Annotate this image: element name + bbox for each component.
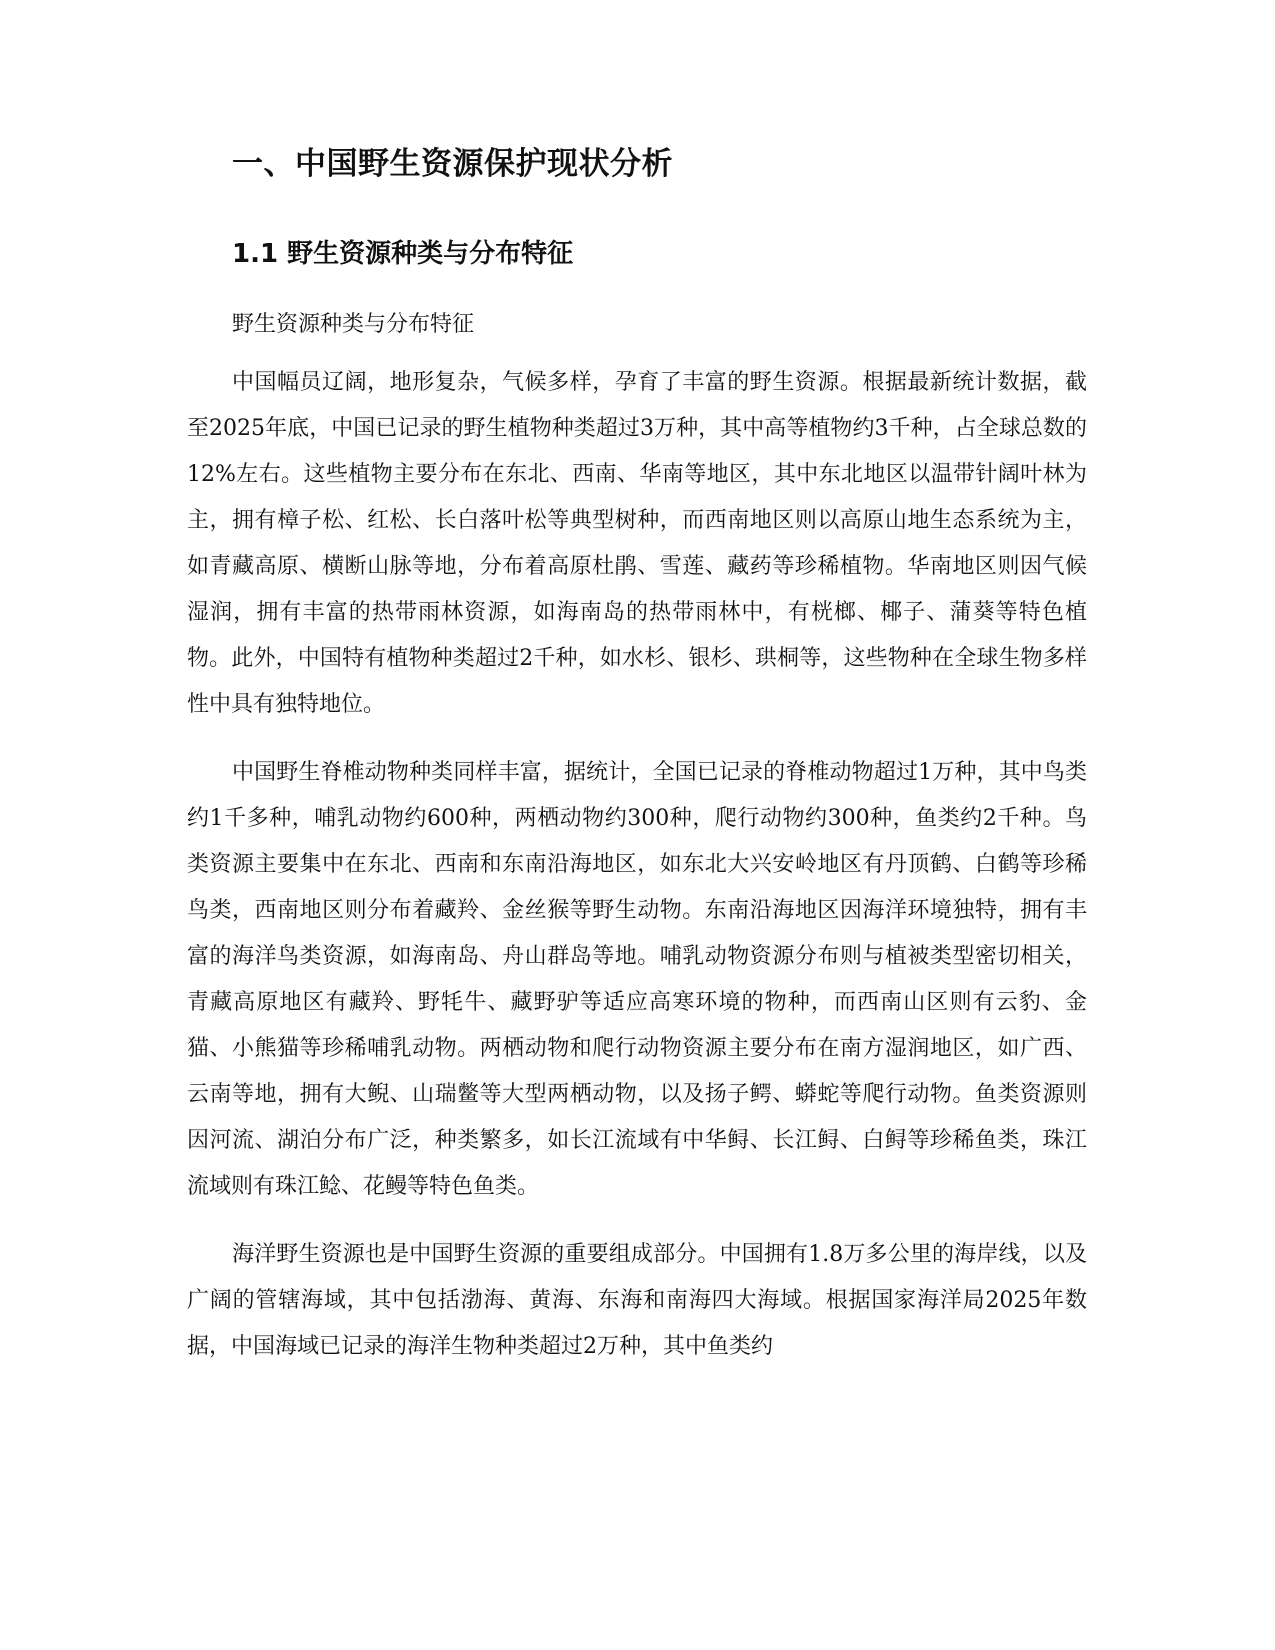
paragraph-marine: 海洋野生资源也是中国野生资源的重要组成部分。中国拥有1.8万多公里的海岸线，以及广阔的管辖海域，其中包括渤海、黄海、东海和南海四大海域。根据国家海洋局2025年数据，中国海域已记录的海洋生物种类超过2万种，其中鱼类约 bbox=[187, 1242, 1087, 1359]
document-content bbox=[187, 140, 1087, 1392]
paragraph-plants: 中国幅员辽阔，地形复杂，气候多样，孕育了丰富的野生资源。根据最新统计数据，截至2025年底，中国已记录的野生植物种类超过3万种，其中高等植物约3千种，占全球总数的12%左右。这些植物主要分布在东北、西南、华南等地区，其中东北地区以温带针阔叶林为主，拥有樟子松、红松、长白落叶松等典型树种，而西南地区则以高原山地生态系统为主，如青藏高原、横断山脉等地，分布着高原杜鹃、雪莲、藏药等珍稀植物。华南地区则因气候湿润，拥有丰富的热带雨林资源，如海南岛的热带雨林中，有桄榔、椰子、蒲葵等特色植物。此外，中国特有植物种类超过2千种，如水杉、银杉、珙桐等，这些物种在全球生物多样性中具有独特地位。 bbox=[187, 370, 1087, 717]
chapter-title: 一、中国野生资源保护现状分析 bbox=[232, 146, 673, 182]
section-intro: 野生资源种类与分布特征 bbox=[232, 312, 475, 337]
paragraph-animals: 中国野生脊椎动物种类同样丰富，据统计，全国已记录的脊椎动物超过1万种，其中鸟类约1千多种，哺乳动物约600种，两栖动物约300种，爬行动物约300种，鱼类约2千种。鸟类资源主要集中在东北、西南和东南沿海地区，如东北大兴安岭地区有丹顶鹤、白鹤等珍稀鸟类，西南地区则分布着藏羚、金丝猴等野生动物。东南沿海地区因海洋环境独特，拥有丰富的海洋鸟类资源，如海南岛、舟山群岛等地。哺乳动物资源分布则与植被类型密切相关，青藏高原地区有藏羚、野牦牛、藏野驴等适应高寒环境的物种，而西南山区则有云豹、金猫、小熊猫等珍稀哺乳动物。两栖动物和爬行动物资源主要分布在南方湿润地区，如广西、云南等地，拥有大鲵、山瑞鳖等大型两栖动物，以及扬子鳄、蟒蛇等爬行动物。鱼类资源则因河流、湖泊分布广泛，种类繁多，如长江流域有中华鲟、长江鲟、白鲟等珍稀鱼类，珠江流域则有珠江鲶、花鳗等特色鱼类。 bbox=[187, 760, 1087, 1199]
section-title: 1.1 野生资源种类与分布特征 bbox=[232, 239, 574, 269]
